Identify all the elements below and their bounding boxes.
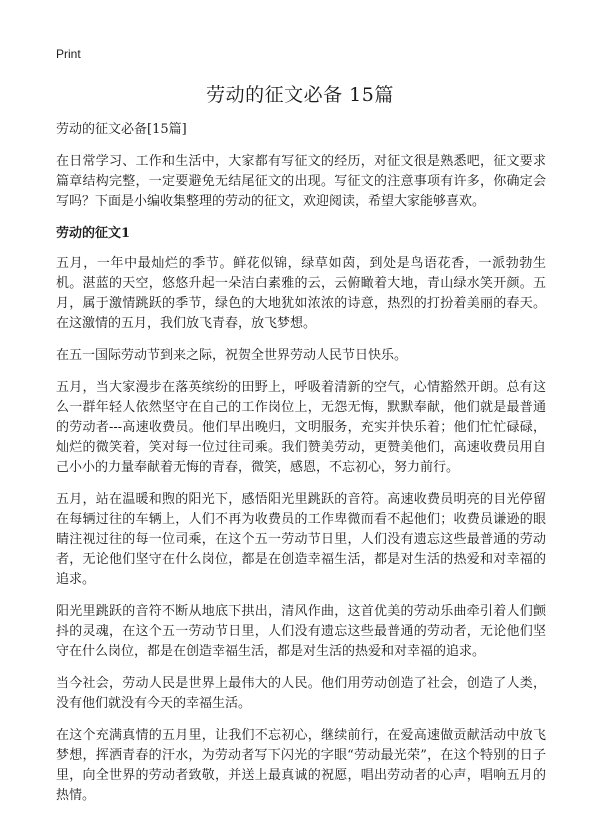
body-paragraph: 在这个充满真情的五月里，让我们不忘初心，继续前行，在爱高速做贡献活动中放飞梦想，挥洒青春的汗水，为劳动者写下闪光的字眼“劳动最光荣”，在这个特别的日子里，向全世界的劳动者致敬，并送上最真诚的祝愿，唱出劳动者的心声，唱响五月的热情。 [56, 728, 546, 803]
body-paragraph: 五月，当大家漫步在落英缤纷的田野上，呼吸着清新的空气，心情豁然开朗。总有这么一群年轻人依然坚守在自己的工作岗位上，无怨无悔，默默奉献，他们就是最普通的劳动者---高速收费员。他们早出晚归，文明服务，充实并快乐着；他们忙忙碌碌，灿烂的微笑着，笑对每一位过往司乘。我们赞美劳动，更赞美他们，高速收费员用自己小小的力量奉献着无悔的青春，微笑，感恩，不忘初心，努力前行。 [56, 380, 546, 475]
body-paragraph: 当今社会，劳动人民是世界上最伟大的人民。他们用劳动创造了社会，创造了人类，没有他们就没有今天的幸福生活。 [56, 676, 546, 711]
document-subtitle: 劳动的征文必备[15篇] [56, 122, 187, 137]
print-label: Print [56, 47, 81, 61]
section-heading: 劳动的征文1 [56, 226, 131, 241]
document-title: 劳动的征文必备 15篇 [206, 84, 394, 106]
body-paragraph: 五月，一年中最灿烂的季节。鲜花似锦，绿草如茵，到处是鸟语花香，一派勃勃生机。湛蓝的天空，悠悠升起一朵洁白素雅的云，云俯瞰着大地，青山绿水笑开颜。五月，属于激情跳跃的季节，绿色的大地犹如浓浓的诗意，热烈的打扮着美丽的春天。在这激情的五月，我们放飞青春，放飞梦想。 [56, 256, 546, 331]
body-paragraph: 五月，站在温暖和煦的阳光下，感悟阳光里跳跃的音符。高速收费员明亮的目光停留在每辆过往的车辆上，人们不再为收费员的工作卑微而看不起他们；收费员谦逊的眼睛注视过往的每一位司乘，在这个五一劳动节日里，人们没有遗忘这些最普通的劳动者，无论他们坚守在什么岗位，都是在创造幸福生活，都是对生活的热爱和对幸福的追求。 [56, 492, 546, 587]
intro-paragraph: 在日常学习、工作和生活中，大家都有写征文的经历，对征文很是熟悉吧，征文要求篇章结构完整，一定要避免无结尾征文的出现。写征文的注意事项有许多，你确定会写吗？下面是小编收集整理的劳动的征文，欢迎阅读，希望大家能够喜欢。 [56, 154, 546, 209]
document-body [56, 120, 546, 818]
body-paragraph: 阳光里跳跃的音符不断从地底下拱出，清风作曲，这首优美的劳动乐曲牵引着人们颤抖的灵魂，在这个五一劳动节日里，人们没有遗忘这些最普通的劳动者，无论他们坚守在什么岗位，都是在创造幸福生活，都是对生活的热爱和对幸福的追求。 [56, 604, 546, 659]
body-paragraph: 在五一国际劳动节到来之际，祝贺全世界劳动人民节日快乐。 [56, 348, 408, 363]
